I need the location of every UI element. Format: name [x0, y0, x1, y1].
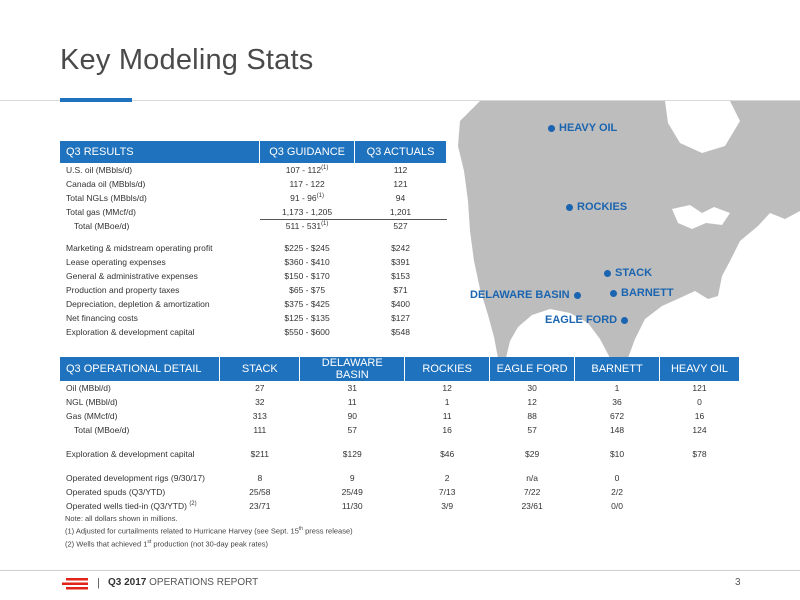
table-row: Lease operating expenses $360 - $410 $391	[66, 257, 410, 267]
map-marker-stack: STACK	[604, 267, 652, 279]
table-row: Gas (MMcf/d) 313 90 11 88 672 16	[66, 411, 705, 421]
map-dot-icon	[566, 204, 573, 211]
page-title: Key Modeling Stats	[60, 44, 314, 76]
header-q3-actuals: Q3 ACTUALS	[355, 141, 447, 163]
table-row: Canada oil (MBbls/d) 117 - 122 121	[66, 179, 408, 189]
map-dot-icon	[610, 290, 617, 297]
table-row: General & administrative expenses $150 - $170 $153	[66, 271, 410, 281]
footer-report-title: Q3 2017 OPERATIONS REPORT	[108, 577, 259, 588]
table-row: Oil (MBbl/d) 27 31 12 30 1 121	[66, 383, 707, 393]
header-q3-results: Q3 RESULTS	[60, 141, 260, 163]
map-landmass	[458, 101, 800, 358]
table-spacer	[60, 437, 740, 447]
table-row: Exploration & development capital $550 - $600 $548	[66, 327, 410, 337]
table-row: Depreciation, depletion & amortization $375 - $425 $400	[66, 299, 410, 309]
table-row: Total (MBoe/d) 511 - 531$^{(1)}$ 527	[74, 221, 408, 232]
table-row: Operated spuds (Q3/YTD) 25/58 25/49 7/13 7/22 2/2	[66, 487, 623, 497]
footer-separator: |	[97, 577, 100, 589]
table-row: Total gas (MMcf/d) 1,173 - 1,205 1,201	[60, 205, 447, 219]
header-operational-detail: Q3 OPERATIONAL DETAIL	[60, 357, 220, 381]
map-dot-icon	[574, 292, 581, 299]
table-row: Marketing & midstream operating profit $225 - $245 $242	[66, 243, 410, 253]
table-row: U.S. oil (MBbls/d) 107 - 112$^{(1)}$ 112	[66, 165, 408, 175]
footer-divider	[0, 570, 800, 571]
table-spacer	[60, 233, 447, 241]
header-barnett: BARNETT	[575, 357, 660, 381]
table-row: Total (MBoe/d) 111 57 16 57 148 124	[74, 425, 707, 435]
header-delaware-basin: DELAWARE BASIN	[300, 357, 405, 381]
table-row: Exploration & development capital $211 $129 $46 $29 $10 $78	[66, 449, 707, 459]
company-logo-icon	[62, 578, 88, 590]
map-dot-icon	[621, 317, 628, 324]
footnote-line: Note: all dollars shown in millions.	[65, 514, 178, 523]
q3-operational-table	[60, 357, 740, 513]
map-marker-eagle-ford: EAGLE FORD	[545, 314, 628, 326]
footnotes	[65, 513, 353, 549]
table-row: Net financing costs $125 - $135 $127	[66, 313, 410, 323]
table-row: Operated wells tied-in (Q3/YTD) $^{(2)}$ 23/71 11/30 3/9 23/61 0/0	[66, 501, 623, 511]
map-marker-rockies: ROCKIES	[566, 201, 627, 213]
table-spacer	[60, 461, 740, 471]
table-row: Production and property taxes $65 - $75 $71	[66, 285, 408, 295]
footnote-line: (1) Adjusted for curtailments related to Hurricane Harvey (see Sept. 15th press release)	[65, 526, 353, 536]
footnote-line: (2) Wells that achieved 1st production (not 30-day peak rates)	[65, 538, 269, 548]
header-eagle-ford: EAGLE FORD	[490, 357, 575, 381]
table-row: Total NGLs (MBbls/d) 91 - 96$^{(1)}$ 94	[66, 193, 406, 203]
map-marker-heavy-oil: HEAVY OIL	[548, 122, 617, 134]
header-q3-guidance: Q3 GUIDANCE	[260, 141, 355, 163]
map-marker-delaware-basin: DELAWARE BASIN	[470, 289, 581, 301]
map-baja-coast	[474, 316, 488, 358]
map-dot-icon	[604, 270, 611, 277]
map-marker-barnett: BARNETT	[610, 287, 674, 299]
header-heavy-oil: HEAVY OIL	[660, 357, 740, 381]
map-dot-icon	[548, 125, 555, 132]
table-row: Operated development rigs (9/30/17) 8 9 2 n/a 0	[66, 473, 620, 483]
q3-results-table	[60, 141, 447, 339]
table-row: NGL (MBbl/d) 32 11 1 12 36 0	[66, 397, 702, 407]
header-rockies: ROCKIES	[405, 357, 490, 381]
page-number: 3	[735, 577, 741, 588]
header-stack: STACK	[220, 357, 300, 381]
title-accent-bar	[60, 98, 132, 102]
